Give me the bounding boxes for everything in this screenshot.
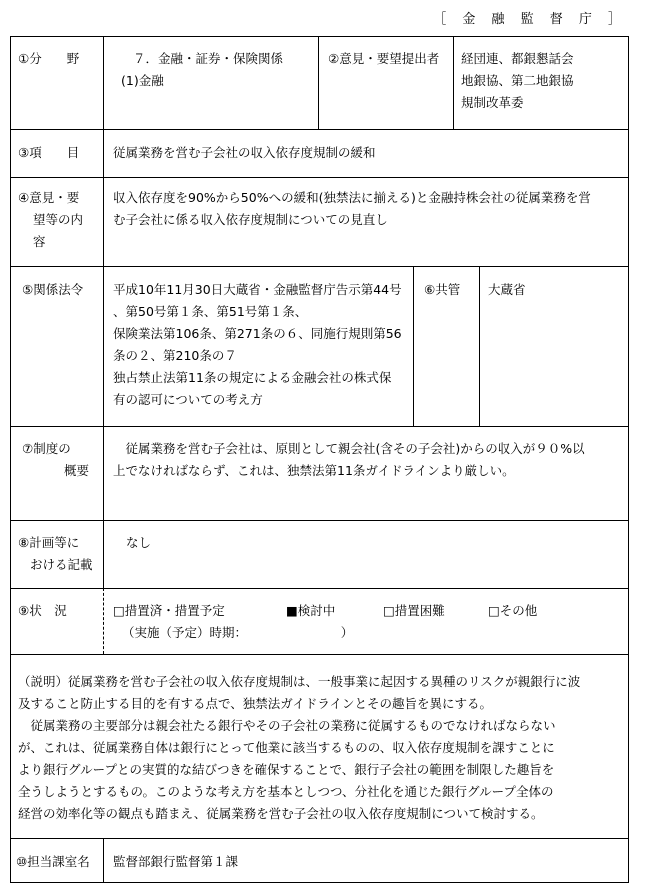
request-text: 収入依存度を90%から50%への緩和(独禁法に揃える)と金融持株会社の従属業務を営 (113, 190, 591, 205)
plan-label: おける記載 (30, 557, 93, 572)
joint-label: ⑥共管 (424, 282, 461, 297)
submitter-line: 地銀協、第二地銀協 (461, 73, 574, 88)
explanation-line: 及すること防止する目的を有する点で、独禁法ガイドラインとその趣旨を異にする。 (18, 696, 493, 711)
law-line: 条の２、第210条の７ (113, 348, 237, 363)
submitter-label: ②意見・要望提出者 (328, 51, 440, 66)
item-label: ③項 目 (18, 145, 80, 160)
row-divider (10, 654, 629, 655)
request-label: 容 (33, 234, 46, 249)
status-option-done: □措置済・措置予定 (113, 603, 225, 618)
law-line: 保険業法第106条、第271条の６、同施行規則第56 (113, 326, 402, 341)
explanation-line: 従属業務の主要部分は親会社たる銀行やその子会社の業務に従属するものでなければならない (18, 718, 556, 733)
column-divider (453, 36, 454, 129)
column-divider (318, 36, 319, 129)
submitter-line: 規制改革委 (461, 95, 524, 110)
explanation-line: 全うしようとするもの。このような考え方を基本としつつ、分社化を通じた銀行グループ全体の (18, 784, 554, 799)
field-subvalue: (1)金融 (121, 73, 164, 88)
joint-value: 大蔵省 (488, 282, 526, 297)
request-text: む子会社に係る収入依存度規制についての見直し (113, 212, 388, 227)
field-value: ７．金融・証券・保険関係 (133, 51, 284, 66)
law-line: 、第50号第１条、第51号第１条、 (113, 304, 308, 319)
section-value: 監督部銀行監督第１課 (113, 854, 239, 869)
submitter-line: 経団連、都銀懇話会 (461, 51, 574, 66)
explanation (18, 671, 628, 825)
system-label: 概要 (64, 463, 90, 478)
request-label: ④意見・要 (18, 190, 80, 205)
law-line: 有の認可についての考え方 (113, 392, 263, 407)
section-label: ⑩担当課室名 (16, 854, 90, 869)
agency-header: ［ 金 融 監 督 庁 ］ (433, 12, 627, 27)
label-column-divider (103, 36, 104, 588)
status-label: ⑨状 況 (18, 603, 67, 618)
system-text: 従属業務を営む子会社は、原則として親会社(含その子会社)からの収入が９０%以 (113, 441, 585, 456)
field-label: ①分 野 (18, 51, 80, 66)
explanation-line: より銀行グループとの実質的な結びつきを確保することで、銀行子会社の範囲を制限した趣旨を (18, 762, 555, 777)
status-option-other: □その他 (488, 603, 538, 618)
explanation-line: 経営の効率化等の観点も踏まえ、従属業務を営む子会社の収入依存度規制について検討する。 (18, 806, 544, 821)
status-option-reviewing: ■検討中 (286, 603, 336, 618)
column-divider (413, 266, 414, 426)
label-column-divider (103, 838, 104, 883)
law-line: 独占禁止法第11条の規定による金融会社の株式保 (113, 370, 392, 385)
law-line: 平成10年11月30日大蔵省・金融監督庁告示第44号 (113, 282, 402, 297)
law-label: ⑤関係法令 (22, 282, 84, 297)
system-label: ⑦制度の (22, 441, 71, 456)
label-column-divider-dashed (103, 588, 104, 654)
plan-label: ⑧計画等に (18, 535, 80, 550)
system-text: 上でなければならず、これは、独禁法第11条ガイドラインより厳しい。 (113, 463, 515, 478)
column-divider (479, 266, 480, 426)
explanation-line: が、これは、従属業務自体は銀行にとって他業に該当するものの、収入依存度規制を課すことに (18, 740, 555, 755)
item-value: 従属業務を営む子会社の収入依存度規制の緩和 (113, 145, 376, 160)
plan-value: なし (126, 535, 152, 550)
request-label: 望等の内 (33, 212, 84, 227)
status-option-difficult: □措置困難 (383, 603, 445, 618)
status-period: （実施（予定）時期： ） (122, 625, 354, 640)
explanation-line: （説明）従属業務を営む子会社の収入依存度規制は、一般事業に起因する異種のリスクが親銀行に波 (18, 674, 581, 689)
